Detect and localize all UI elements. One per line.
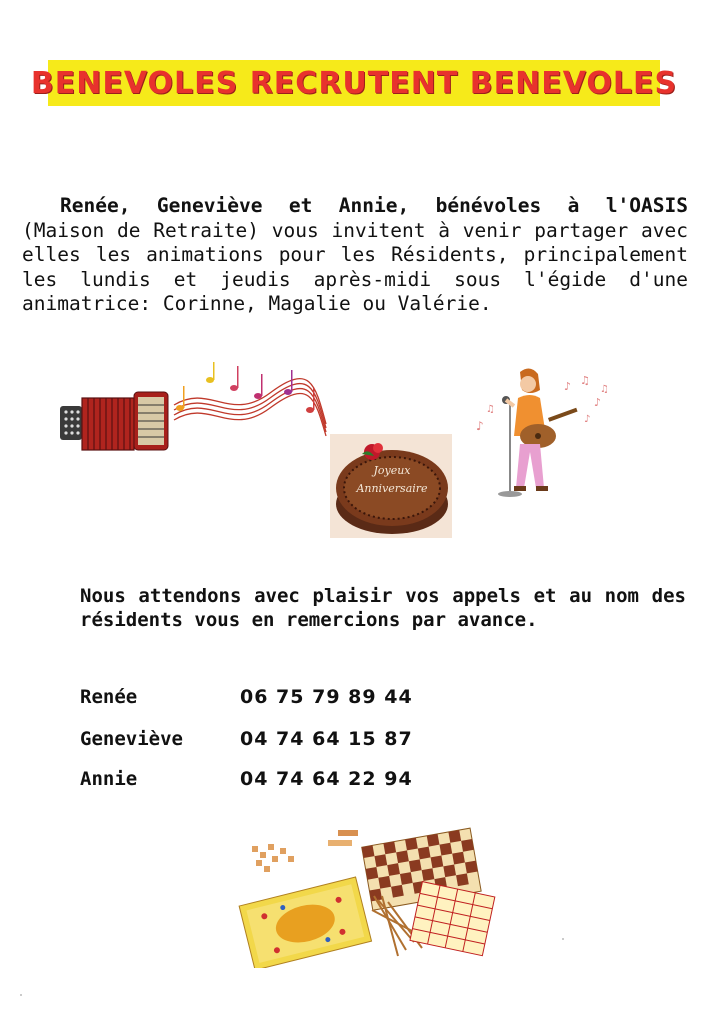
scan-speck: [20, 994, 22, 996]
page-title: BENEVOLES RECRUTENT BENEVOLES: [30, 65, 678, 101]
svg-text:♫: ♫: [580, 374, 590, 387]
thanks-message: Nous attendons avec plaisir vos appels et au nom des résidents vous en remercions par avance.: [80, 585, 686, 631]
birthday-cake-icon: [330, 434, 452, 538]
title-banner: [30, 60, 678, 106]
board-games-icon: [238, 826, 502, 968]
guitar-singer-icon: [476, 362, 616, 502]
intro-paragraph: [22, 194, 688, 317]
contact-name: Renée: [80, 686, 138, 708]
cake-inscription-line2: Anniversaire: [356, 482, 428, 495]
music-notes-icon: [170, 358, 330, 438]
svg-text:♪: ♪: [584, 414, 591, 425]
contact-name: Annie: [80, 768, 138, 790]
accordion-icon: [58, 384, 173, 456]
contact-phone: 04 74 64 15 87: [240, 728, 413, 750]
contact-phone: 04 74 64 22 94: [240, 768, 413, 790]
svg-text:♫: ♫: [600, 384, 609, 395]
svg-text:♫: ♫: [486, 404, 495, 415]
contact-phone: 06 75 79 89 44: [240, 686, 413, 708]
svg-text:♪: ♪: [564, 380, 572, 393]
contact-name: Geneviève: [80, 728, 183, 750]
cake-inscription-line1: Joyeux: [373, 464, 411, 477]
scan-speck: [562, 938, 564, 940]
intro-body: (Maison de Retraite) vous invitent à venir partager avec elles les animations pour les Résidents, principalement les lundis et jeudis après-midi sous l'égide d'une animatrice: Corinne, Magalie ou Valérie.: [22, 218, 688, 315]
svg-text:♪: ♪: [476, 419, 484, 433]
svg-text:♪: ♪: [594, 396, 602, 409]
intro-lead: Renée, Geneviève et Annie, bénévoles à l'OASIS: [60, 194, 688, 217]
